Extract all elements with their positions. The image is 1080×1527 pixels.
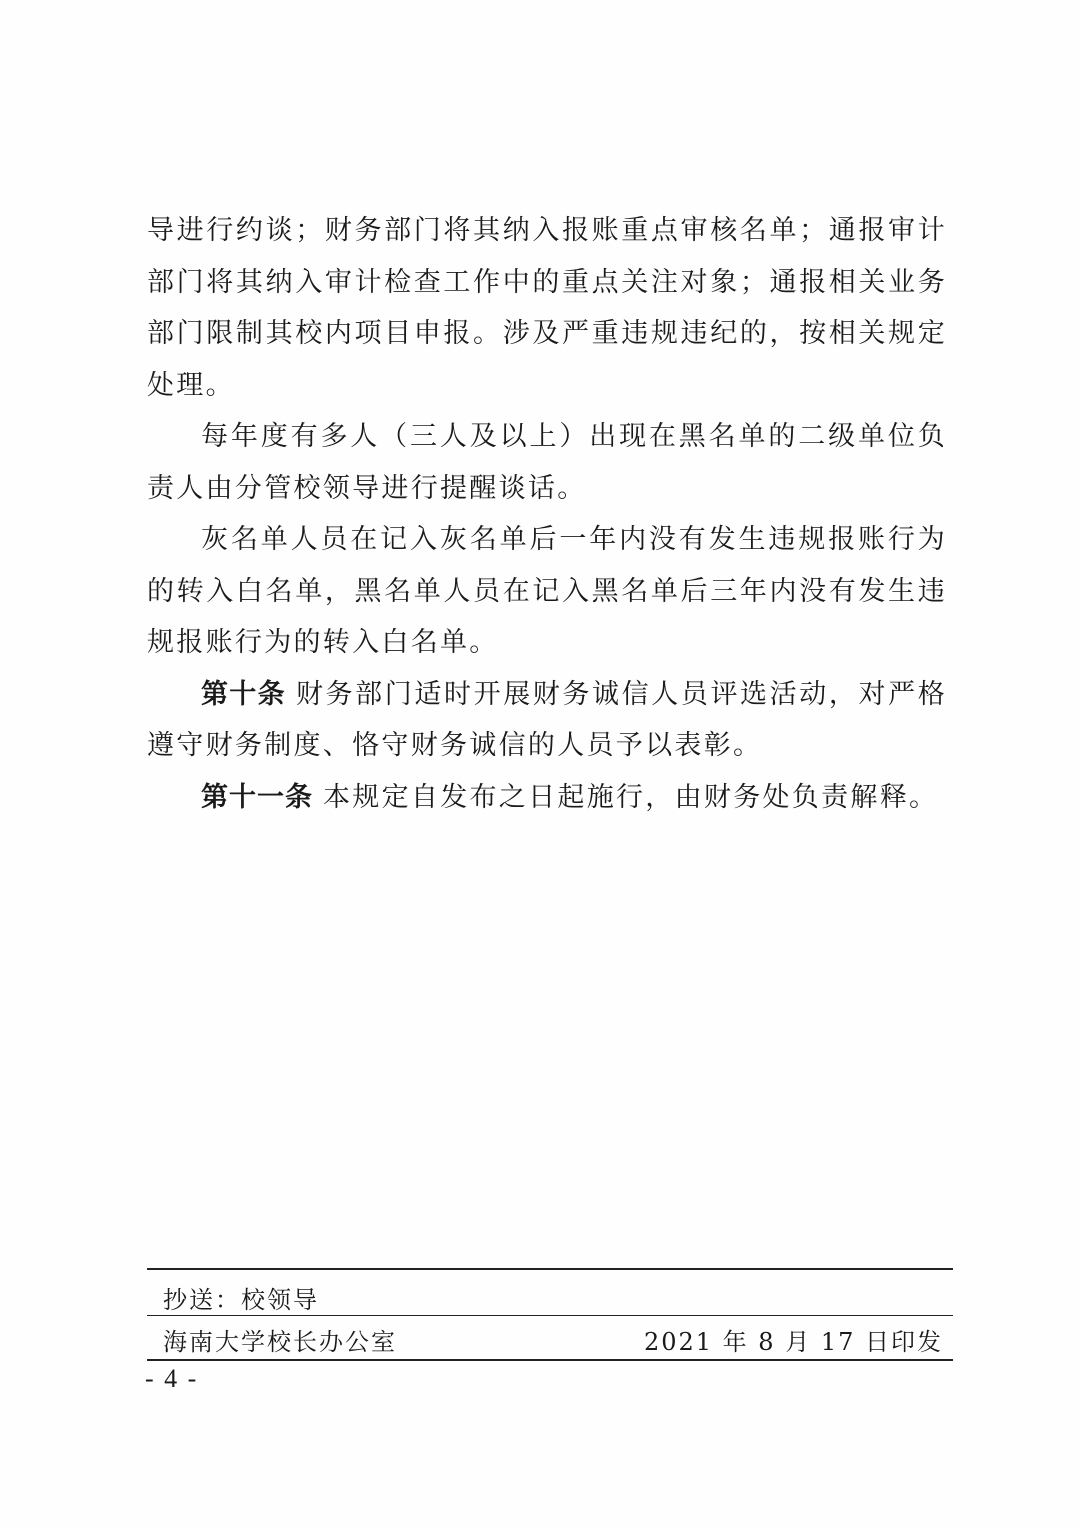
page-number: - 4 - [145,1364,199,1393]
paragraph-continuation [147,205,947,411]
paragraph-text: 本规定自发布之日起施行，由财务处负责解释。 [323,781,939,813]
paragraph-whitelist-transfer [147,514,947,669]
cc-line: 抄送：校领导 [163,1286,319,1314]
article-ten [147,669,947,772]
issue-date: 2021 年 8 月 17 日印发 [643,1328,943,1356]
footer-middle-rule [147,1315,953,1316]
paragraph-text: 灰名单人员在记入灰名单后一年内没有发生违规报账行为的转入白名单，黑名单人员在记入黑名单后三年内没有发生违规报账行为的转入白名单。 [147,524,947,658]
article-label: 第十条 [201,678,286,710]
footer-bottom-rule [147,1359,953,1361]
issuer-name: 海南大学校长办公室 [163,1328,397,1356]
footer-top-rule [147,1268,953,1270]
document-body [147,205,947,823]
paragraph-text: 财务部门适时开展财务诚信人员评选活动，对严格遵守财务制度、恪守财务诚信的人员予以表彰。 [147,678,948,761]
paragraph-blacklist-unit-leaders [147,411,947,514]
issuer-row [163,1322,943,1357]
article-eleven [147,772,947,824]
article-label: 第十一条 [201,781,313,813]
paragraph-text: 导进行约谈；财务部门将其纳入报账重点审核名单；通报审计部门将其纳入审计检查工作中的重点关注对象；通报相关业务部门限制其校内项目申报。涉及严重违规违纪的，按相关规定处理。 [147,215,947,401]
paragraph-text: 每年度有多人（三人及以上）出现在黑名单的二级单位负责人由分管校领导进行提醒谈话。 [147,421,947,504]
